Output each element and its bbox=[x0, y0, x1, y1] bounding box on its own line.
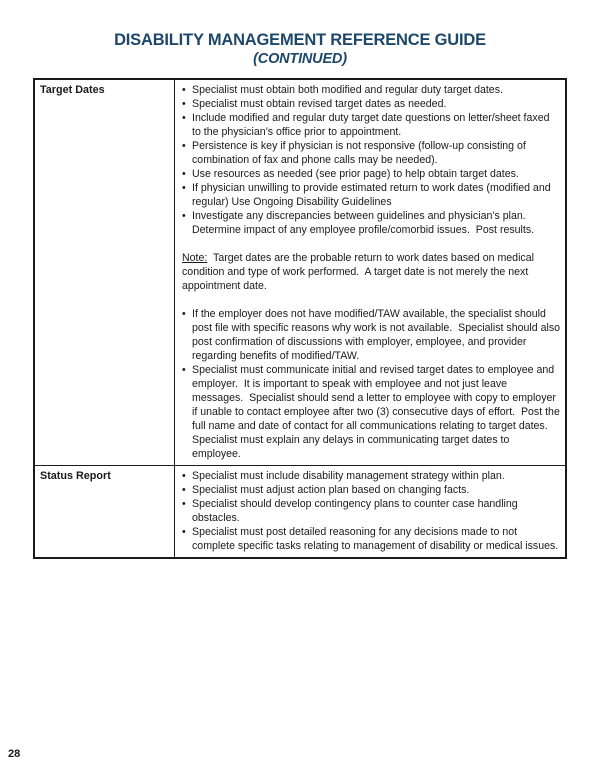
bullet-item bbox=[182, 181, 560, 209]
bullet-text: If the employer does not have modified/TAW available, the specialist should post file with specific reasons why work is not available. Specialist should also post confirmation of discussions with employer, employee, and provider regarding benefits of modified/TAW. bbox=[192, 308, 563, 362]
bullet-icon: • bbox=[182, 98, 186, 110]
page-title: DISABILITY MANAGEMENT REFERENCE GUIDE bbox=[114, 31, 486, 49]
blank-line bbox=[182, 237, 560, 251]
table-row bbox=[35, 80, 565, 466]
bullet-text: Specialist must adjust action plan based on changing facts. bbox=[192, 484, 470, 496]
row-label: Target Dates bbox=[35, 80, 175, 465]
bullet-icon: • bbox=[182, 140, 186, 152]
bullet-text: Specialist must post detailed reasoning for any decisions made to not complete specific tasks relating to management of disability or medical issues. bbox=[192, 526, 559, 552]
bullet-icon: • bbox=[182, 470, 186, 482]
bullet-icon: • bbox=[182, 308, 186, 320]
bullet-item bbox=[182, 525, 560, 553]
bullet-item bbox=[182, 483, 560, 497]
bullet-text: Use resources as needed (see prior page) to help obtain target dates. bbox=[192, 168, 519, 180]
bullet-text: Specialist must obtain revised target dates as needed. bbox=[192, 98, 447, 110]
bullet-text: Persistence is key if physician is not responsive (follow-up consisting of combination of fax and phone calls may be needed). bbox=[192, 140, 529, 166]
row-content bbox=[175, 466, 565, 557]
bullet-text: Specialist must include disability management strategy within plan. bbox=[192, 470, 505, 482]
bullet-item bbox=[182, 469, 560, 483]
bullet-icon: • bbox=[182, 168, 186, 180]
bullet-text: If physician unwilling to provide estimated return to work dates (modified and regular) Use Ongoing Disability Guidelines bbox=[192, 182, 554, 208]
bullet-item bbox=[182, 209, 560, 237]
bullet-item bbox=[182, 363, 563, 461]
bullet-item bbox=[182, 97, 560, 111]
bullet-icon: • bbox=[182, 484, 186, 496]
bullet-item bbox=[182, 83, 560, 97]
table-row bbox=[35, 466, 565, 557]
bullet-icon: • bbox=[182, 84, 186, 96]
note-paragraph bbox=[182, 251, 560, 293]
row-content bbox=[175, 80, 565, 465]
title-block bbox=[0, 31, 600, 67]
page-number: 28 bbox=[8, 748, 21, 760]
bullet-text: Specialist should develop contingency plans to counter case handling obstacles. bbox=[192, 498, 521, 524]
page-subtitle: (CONTINUED) bbox=[253, 51, 347, 67]
note-label: Note: bbox=[182, 252, 208, 264]
bullet-text: Specialist must communicate initial and revised target dates to employee and employer. It is important to speak with employee and not just leave messages. Specialist should send a letter to employee with copy to employer if unable to contact employee after two (3) consecutive days of effort. Post the full name and date of contact for all communications relating to target dates. Specialist must explain any delays in communicating target dates to employee. bbox=[192, 364, 563, 460]
bullet-item bbox=[182, 497, 560, 525]
bullet-text: Investigate any discrepancies between guidelines and physician’s plan. Determine impact of any employee profile/comorbid issues. Post results. bbox=[192, 210, 535, 236]
bullet-icon: • bbox=[182, 498, 186, 510]
blank-line bbox=[182, 293, 560, 307]
bullet-icon: • bbox=[182, 364, 186, 376]
bullet-item bbox=[182, 167, 560, 181]
bullet-item bbox=[182, 307, 563, 363]
bullet-text: Specialist must obtain both modified and regular duty target dates. bbox=[192, 84, 503, 96]
note-text: Target dates are the probable return to work dates based on medical condition and type of work performed. A target date is not merely the next appointment date. bbox=[182, 252, 537, 292]
bullet-icon: • bbox=[182, 112, 186, 124]
bullet-icon: • bbox=[182, 210, 186, 222]
bullet-icon: • bbox=[182, 182, 186, 194]
bullet-icon: • bbox=[182, 526, 186, 538]
bullet-item bbox=[182, 139, 560, 167]
row-label: Status Report bbox=[35, 466, 175, 557]
bullet-item bbox=[182, 111, 560, 139]
reference-table bbox=[33, 78, 567, 559]
bullet-text: Include modified and regular duty target date questions on letter/sheet faxed to the physician’s office prior to appointment. bbox=[192, 112, 553, 138]
